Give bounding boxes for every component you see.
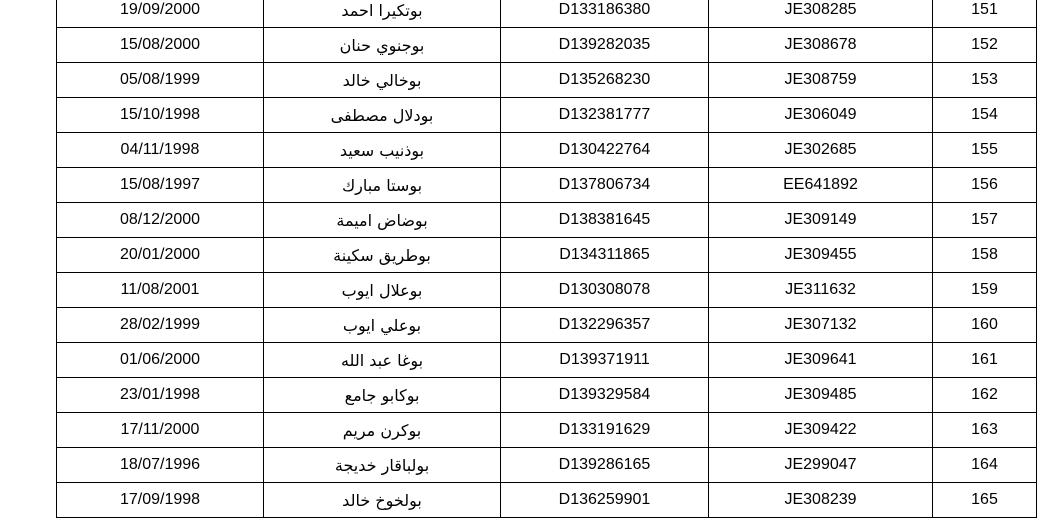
student-code-cell: JE309422 (709, 413, 933, 448)
roster-body (57, 0, 1037, 518)
cin-cell: D139286165 (501, 448, 709, 483)
full-name-cell: بوغا عبد الله (264, 343, 501, 378)
birth-date-cell: 01/06/2000 (57, 343, 264, 378)
row-number-cell: 152 (933, 28, 1037, 63)
table-row (57, 273, 1037, 308)
birth-date-cell: 11/08/2001 (57, 273, 264, 308)
birth-date-cell: 19/09/2000 (57, 0, 264, 28)
cin-cell: D133186380 (501, 0, 709, 28)
row-number-cell: 155 (933, 133, 1037, 168)
row-number-cell: 165 (933, 483, 1037, 518)
table-row (57, 483, 1037, 518)
row-number-cell: 154 (933, 98, 1037, 133)
birth-date-cell: 04/11/1998 (57, 133, 264, 168)
table-row (57, 343, 1037, 378)
student-code-cell: JE309641 (709, 343, 933, 378)
full-name-cell: بوستا مبارك (264, 168, 501, 203)
full-name-cell: بوعلال ايوب (264, 273, 501, 308)
birth-date-cell: 17/09/1998 (57, 483, 264, 518)
birth-date-cell: 23/01/1998 (57, 378, 264, 413)
full-name-cell: بوذنيب سعيد (264, 133, 501, 168)
birth-date-cell: 15/10/1998 (57, 98, 264, 133)
student-roster-table (56, 0, 1037, 518)
cin-cell: D132296357 (501, 308, 709, 343)
table-row (57, 168, 1037, 203)
cin-cell: D139282035 (501, 28, 709, 63)
row-number-cell: 160 (933, 308, 1037, 343)
student-code-cell: JE309149 (709, 203, 933, 238)
table-row (57, 238, 1037, 273)
student-code-cell: JE308678 (709, 28, 933, 63)
birth-date-cell: 05/08/1999 (57, 63, 264, 98)
cin-cell: D133191629 (501, 413, 709, 448)
student-code-cell: JE309485 (709, 378, 933, 413)
row-number-cell: 161 (933, 343, 1037, 378)
table-row (57, 203, 1037, 238)
student-code-cell: JE302685 (709, 133, 933, 168)
cin-cell: D130422764 (501, 133, 709, 168)
full-name-cell: بولباقار خديجة (264, 448, 501, 483)
table-row (57, 63, 1037, 98)
birth-date-cell: 17/11/2000 (57, 413, 264, 448)
full-name-cell: بوضاض اميمة (264, 203, 501, 238)
table-row (57, 28, 1037, 63)
cin-cell: D138381645 (501, 203, 709, 238)
full-name-cell: بوكرن مريم (264, 413, 501, 448)
cin-cell: D139371911 (501, 343, 709, 378)
student-code-cell: JE309455 (709, 238, 933, 273)
full-name-cell: بولخوخ خالد (264, 483, 501, 518)
student-code-cell: JE311632 (709, 273, 933, 308)
table-row (57, 413, 1037, 448)
birth-date-cell: 20/01/2000 (57, 238, 264, 273)
student-code-cell: JE308285 (709, 0, 933, 28)
student-code-cell: JE306049 (709, 98, 933, 133)
table-row (57, 98, 1037, 133)
birth-date-cell: 15/08/1997 (57, 168, 264, 203)
table-row (57, 308, 1037, 343)
birth-date-cell: 28/02/1999 (57, 308, 264, 343)
full-name-cell: بوكابو جامع (264, 378, 501, 413)
table-row (57, 448, 1037, 483)
student-code-cell: JE308759 (709, 63, 933, 98)
row-number-cell: 153 (933, 63, 1037, 98)
row-number-cell: 158 (933, 238, 1037, 273)
cin-cell: D134311865 (501, 238, 709, 273)
row-number-cell: 156 (933, 168, 1037, 203)
birth-date-cell: 08/12/2000 (57, 203, 264, 238)
full-name-cell: بوعلي ايوب (264, 308, 501, 343)
row-number-cell: 164 (933, 448, 1037, 483)
table-row (57, 133, 1037, 168)
row-number-cell: 162 (933, 378, 1037, 413)
cin-cell: D132381777 (501, 98, 709, 133)
cin-cell: D137806734 (501, 168, 709, 203)
student-code-cell: JE307132 (709, 308, 933, 343)
student-code-cell: JE299047 (709, 448, 933, 483)
student-code-cell: JE308239 (709, 483, 933, 518)
full-name-cell: بوخالي خالد (264, 63, 501, 98)
table-row (57, 378, 1037, 413)
birth-date-cell: 18/07/1996 (57, 448, 264, 483)
full-name-cell: بودلال مصطفى (264, 98, 501, 133)
row-number-cell: 157 (933, 203, 1037, 238)
full-name-cell: بوطريق سكينة (264, 238, 501, 273)
row-number-cell: 151 (933, 0, 1037, 28)
cin-cell: D135268230 (501, 63, 709, 98)
full-name-cell: بوتكيرا احمد (264, 0, 501, 28)
table-row (57, 0, 1037, 28)
cin-cell: D139329584 (501, 378, 709, 413)
birth-date-cell: 15/08/2000 (57, 28, 264, 63)
full-name-cell: بوجنوي حنان (264, 28, 501, 63)
student-code-cell: EE641892 (709, 168, 933, 203)
row-number-cell: 159 (933, 273, 1037, 308)
cin-cell: D136259901 (501, 483, 709, 518)
cin-cell: D130308078 (501, 273, 709, 308)
row-number-cell: 163 (933, 413, 1037, 448)
